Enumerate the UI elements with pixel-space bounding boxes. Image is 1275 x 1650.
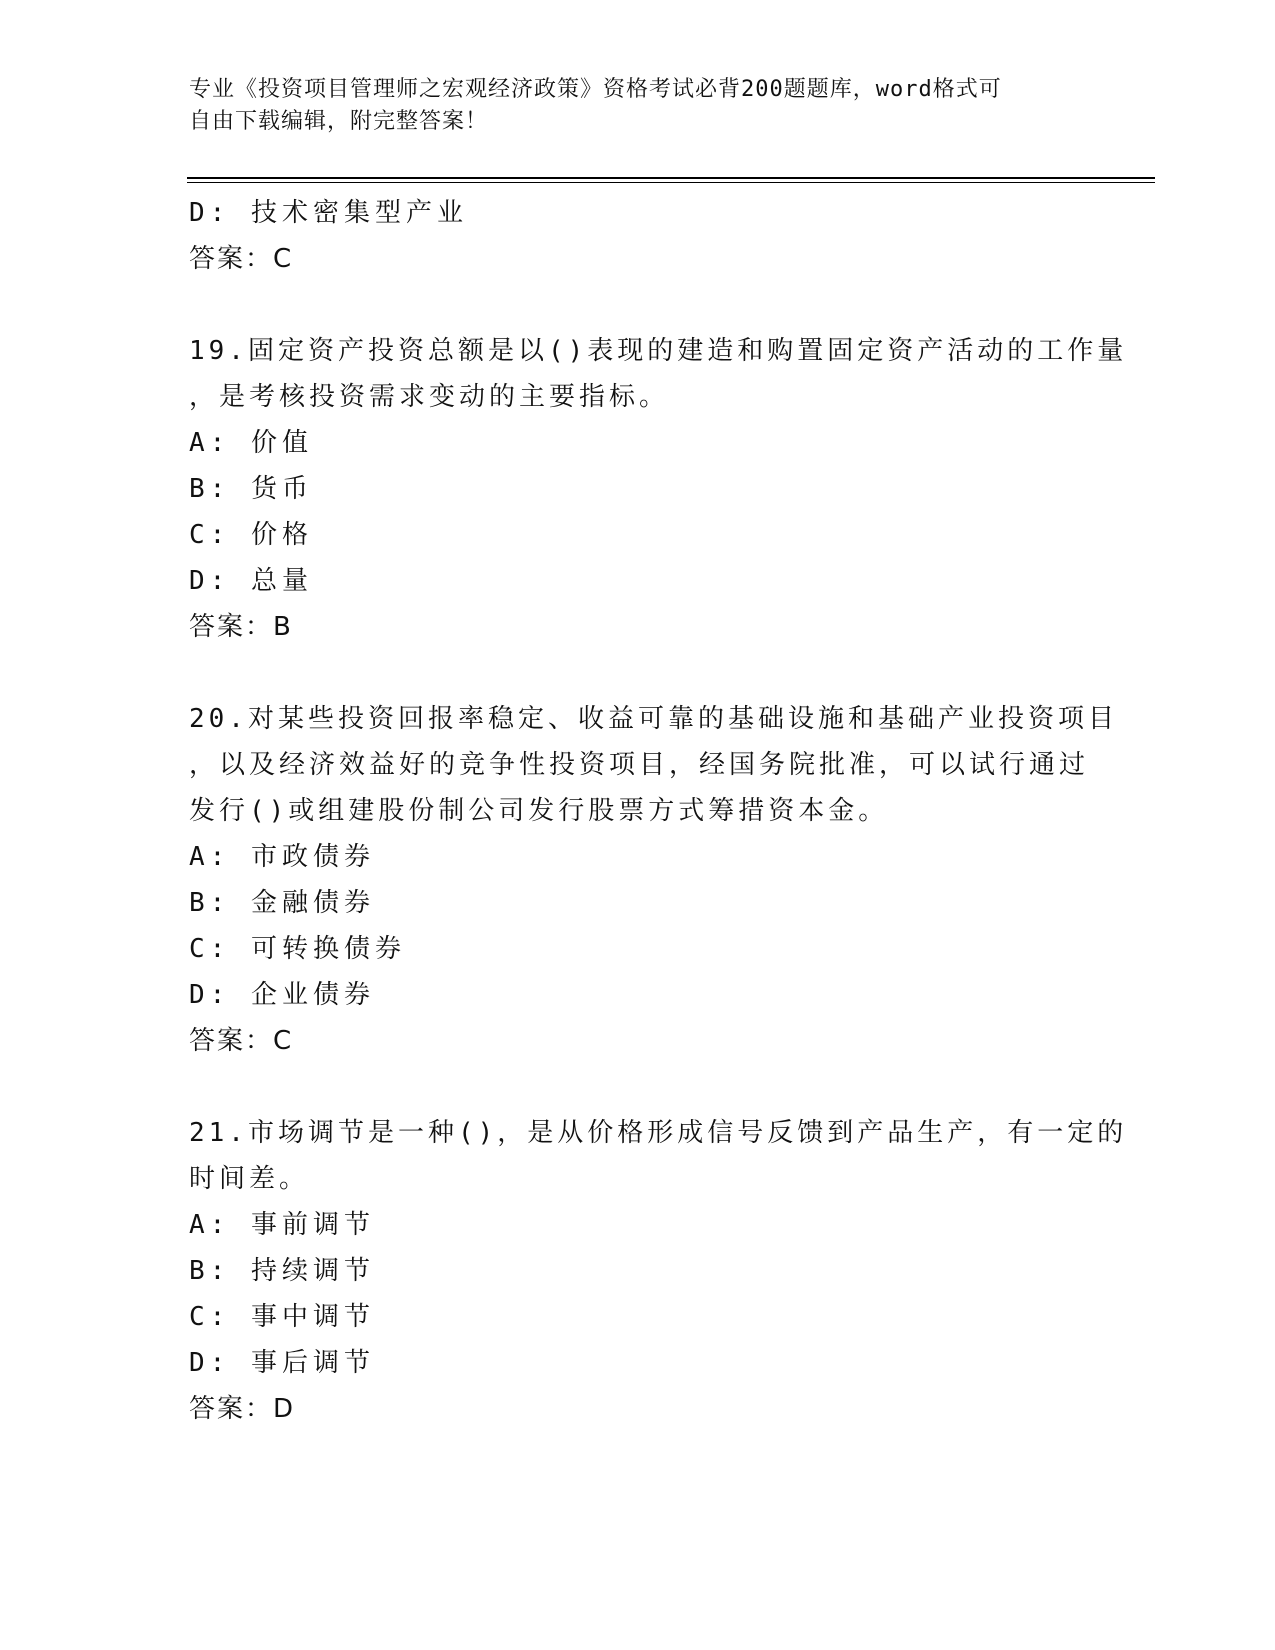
page-header <box>189 74 1069 138</box>
question-20 <box>189 696 1118 1064</box>
option-b: B: 持续调节 <box>189 1256 375 1286</box>
option-c: C: 事中调节 <box>189 1302 375 1332</box>
question-stem-line: 20.对某些投资回报率稳定、收益可靠的基础设施和基础产业投资项目 <box>189 704 1118 734</box>
option-d: D: 事后调节 <box>189 1348 375 1378</box>
option-b: B: 金融债券 <box>189 888 375 918</box>
carryover-block <box>189 190 1089 282</box>
header-divider-thin <box>187 182 1155 183</box>
option-a: A: 市政债券 <box>189 842 375 872</box>
question-19 <box>189 328 1128 650</box>
question-list <box>189 190 1128 1432</box>
option-d: D: 技术密集型产业 <box>189 198 468 228</box>
question-stem-line: 21.市场调节是一种()，是从价格形成信号反馈到产品生产，有一定的 <box>189 1118 1128 1148</box>
question-stem-line: ，以及经济效益好的竞争性投资项目，经国务院批准，可以试行通过 <box>189 750 1090 780</box>
option-a: A: 事前调节 <box>189 1210 375 1240</box>
option-d: D: 总量 <box>189 566 313 596</box>
option-c: C: 价格 <box>189 520 313 550</box>
option-b: B: 货币 <box>189 474 313 504</box>
question-stem-line: ，是考核投资需求变动的主要指标。 <box>189 382 670 412</box>
question-stem-line: 时间差。 <box>189 1164 310 1194</box>
question-21 <box>189 1110 1128 1432</box>
header-line-1: 专业《投资项目管理师之宏观经济政策》资格考试必背200题题库，word格式可 <box>189 77 1002 102</box>
answer-line: 答案：B <box>189 612 293 642</box>
header-line-2: 自由下载编辑，附完整答案！ <box>189 109 489 134</box>
header-divider <box>187 177 1155 179</box>
option-a: A: 价值 <box>189 428 313 458</box>
answer-line: 答案：C <box>189 244 294 274</box>
question-stem-line: 19.固定资产投资总额是以()表现的建造和购置固定资产活动的工作量 <box>189 336 1128 366</box>
option-c: C: 可转换债券 <box>189 934 406 964</box>
answer-line: 答案：C <box>189 1026 294 1056</box>
answer-line: 答案：D <box>189 1394 296 1424</box>
option-d: D: 企业债券 <box>189 980 375 1010</box>
question-stem-line: 发行()或组建股份制公司发行股票方式筹措资本金。 <box>189 796 889 826</box>
